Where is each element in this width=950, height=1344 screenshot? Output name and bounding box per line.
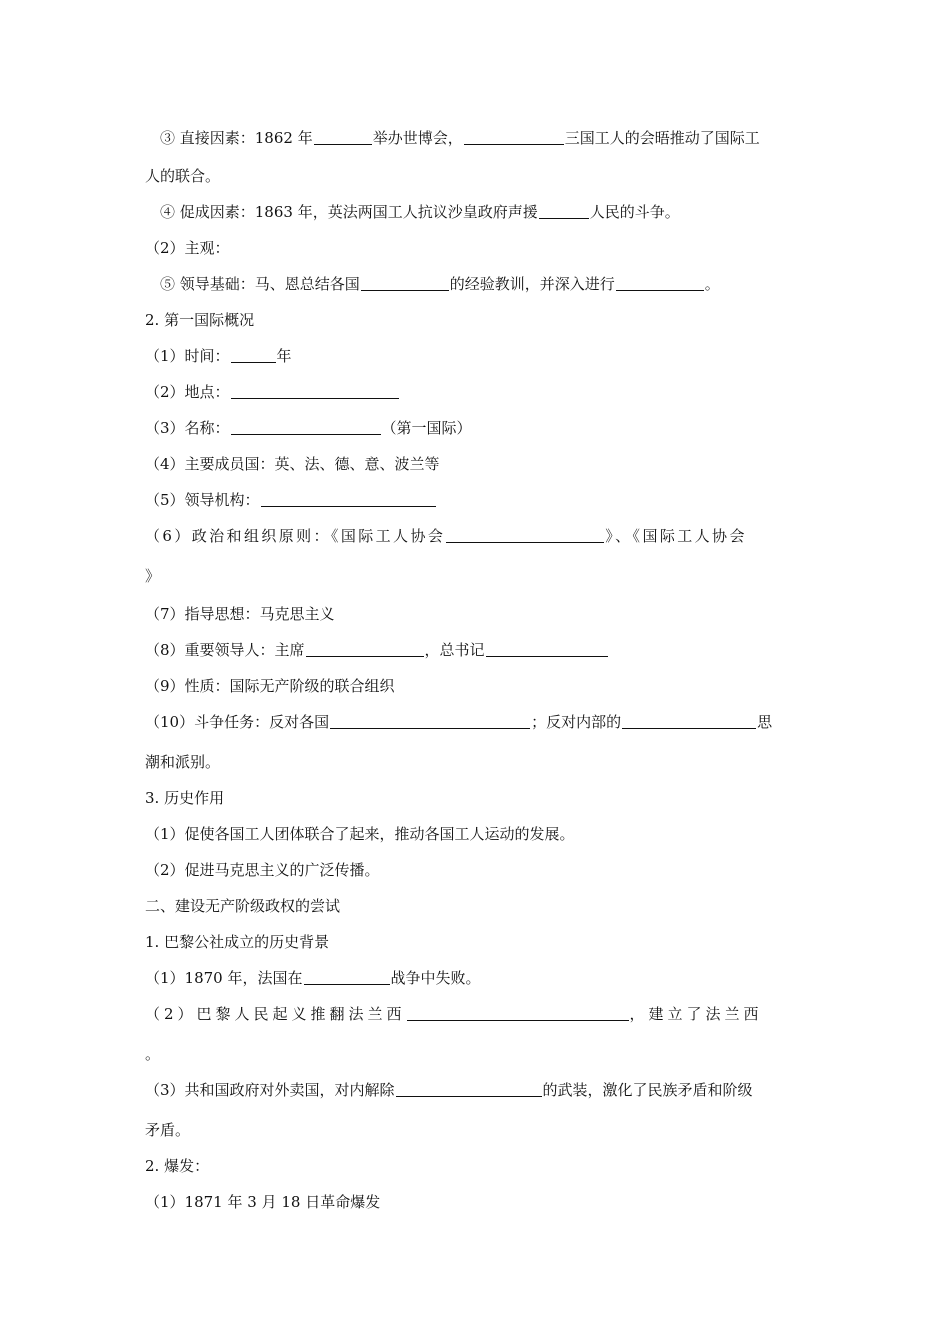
item-members bbox=[145, 454, 440, 474]
fill-blank[interactable] bbox=[304, 969, 390, 985]
text: ④ 促成因素：1863 年，英法两国工人抗议沙皇政府声援 bbox=[160, 203, 538, 221]
fill-blank[interactable] bbox=[261, 491, 436, 507]
text: 三国工人的会晤推动了国际工 bbox=[564, 129, 760, 147]
section-heading bbox=[145, 1156, 209, 1176]
text: （2）巴黎人民起义推翻法兰西 bbox=[145, 1005, 406, 1023]
item-nature bbox=[145, 676, 395, 696]
text: 》 bbox=[145, 567, 161, 585]
item-place bbox=[145, 382, 400, 402]
text: 人民的斗争。 bbox=[589, 203, 680, 221]
text: （2）促进马克思主义的广泛传播。 bbox=[145, 861, 380, 879]
text: 的经验教训，并深入进行 bbox=[449, 275, 615, 293]
text: 》、《国际工人协会 bbox=[605, 527, 747, 545]
text: （1）时间： bbox=[145, 347, 230, 365]
text: （1）1871 年 3 月 18 日革命爆发 bbox=[145, 1193, 381, 1211]
text: 矛盾。 bbox=[145, 1121, 191, 1139]
fill-blank[interactable] bbox=[306, 641, 424, 657]
fill-blank[interactable] bbox=[231, 419, 381, 435]
paragraph-promoting-factor bbox=[160, 202, 680, 222]
section-heading bbox=[145, 788, 224, 808]
fill-blank[interactable] bbox=[464, 129, 564, 145]
text: 2. 爆发： bbox=[145, 1157, 210, 1175]
text: （8）重要领导人：主席 bbox=[145, 641, 305, 659]
fill-blank[interactable] bbox=[361, 275, 449, 291]
text: （6）政治和组织原则：《国际工人协会 bbox=[145, 527, 446, 545]
fill-blank[interactable] bbox=[622, 713, 756, 729]
text: ③ 直接因素：1862 年 bbox=[160, 129, 313, 147]
text: 。 bbox=[145, 1045, 161, 1063]
fill-blank[interactable] bbox=[616, 275, 704, 291]
text: （9）性质：国际无产阶级的联合组织 bbox=[145, 677, 395, 695]
fill-blank[interactable] bbox=[231, 383, 399, 399]
item-principles bbox=[145, 526, 747, 546]
text: 3. 历史作用 bbox=[145, 789, 225, 807]
text: （7）指导思想：马克思主义 bbox=[145, 605, 335, 623]
text: 二、建设无产阶级政权的尝试 bbox=[145, 897, 341, 915]
text: 的武装，激化了民族矛盾和阶级 bbox=[542, 1081, 753, 1099]
item-background-2 bbox=[145, 1004, 763, 1024]
text: 举办世博会， bbox=[372, 129, 463, 147]
paragraph-continuation bbox=[145, 166, 220, 186]
item-history-1 bbox=[145, 824, 575, 844]
item-background-3 bbox=[145, 1080, 753, 1100]
subheading-subjective bbox=[145, 238, 230, 258]
paragraph-continuation bbox=[145, 566, 160, 586]
text: ，建立了法兰西 bbox=[629, 1005, 763, 1023]
text: 潮和派别。 bbox=[145, 753, 221, 771]
section-heading bbox=[145, 932, 329, 952]
text: ⑤ 领导基础：马、恩总结各国 bbox=[160, 275, 360, 293]
item-time bbox=[145, 346, 292, 366]
fill-blank[interactable] bbox=[486, 641, 608, 657]
paragraph-direct-factor bbox=[160, 128, 760, 148]
text: 2. 第一国际概况 bbox=[145, 311, 255, 329]
text: ；反对内部的 bbox=[531, 713, 622, 731]
item-leadership bbox=[145, 490, 437, 510]
text: （10）斗争任务：反对各国 bbox=[145, 713, 330, 731]
item-leaders bbox=[145, 640, 609, 660]
text: （1）1870 年，法国在 bbox=[145, 969, 303, 987]
text: （4）主要成员国：英、法、德、意、波兰等 bbox=[145, 455, 440, 473]
fill-blank[interactable] bbox=[330, 713, 530, 729]
fill-blank[interactable] bbox=[407, 1005, 629, 1021]
text: （第一国际） bbox=[381, 419, 472, 437]
paragraph-leadership-basis bbox=[160, 274, 720, 294]
paragraph-continuation bbox=[145, 752, 220, 772]
item-ideology bbox=[145, 604, 335, 624]
text: 人的联合。 bbox=[145, 167, 221, 185]
chapter-heading bbox=[145, 896, 340, 916]
item-outbreak-1 bbox=[145, 1192, 380, 1212]
fill-blank[interactable] bbox=[446, 527, 604, 543]
text: 1. 巴黎公社成立的历史背景 bbox=[145, 933, 330, 951]
text: （3）名称： bbox=[145, 419, 230, 437]
text: （2）地点： bbox=[145, 383, 230, 401]
fill-blank[interactable] bbox=[231, 347, 276, 363]
text: （1）促使各国工人团体联合了起来，推动各国工人运动的发展。 bbox=[145, 825, 575, 843]
item-history-2 bbox=[145, 860, 380, 880]
text: ，总书记 bbox=[424, 641, 485, 659]
text: 。 bbox=[704, 275, 720, 293]
text: 思 bbox=[757, 713, 773, 731]
fill-blank[interactable] bbox=[314, 129, 372, 145]
fill-blank[interactable] bbox=[539, 203, 589, 219]
text: 年 bbox=[276, 347, 292, 365]
fill-blank[interactable] bbox=[396, 1081, 542, 1097]
item-name bbox=[145, 418, 472, 438]
text: （2）主观： bbox=[145, 239, 230, 257]
text: （3）共和国政府对外卖国，对内解除 bbox=[145, 1081, 395, 1099]
section-heading bbox=[145, 310, 254, 330]
paragraph-continuation bbox=[145, 1044, 160, 1064]
text: （5）领导机构： bbox=[145, 491, 260, 509]
text: 战争中失败。 bbox=[390, 969, 481, 987]
item-tasks bbox=[145, 712, 772, 732]
item-background-1 bbox=[145, 968, 481, 988]
paragraph-continuation bbox=[145, 1120, 190, 1140]
